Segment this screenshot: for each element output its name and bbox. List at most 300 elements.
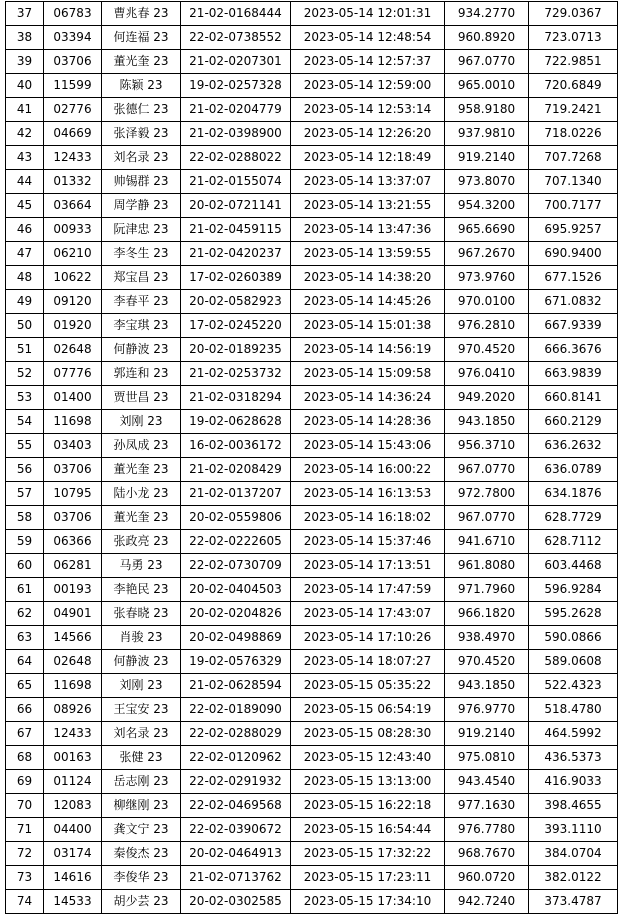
table-row	[6, 554, 618, 578]
name-cell: 周学静 23	[102, 194, 181, 218]
table-row	[6, 842, 618, 866]
table-row	[6, 26, 618, 50]
member-id-cell: 14616	[44, 866, 102, 890]
distance-cell: 937.9810	[445, 122, 529, 146]
member-id-cell: 06783	[44, 2, 102, 26]
ring-number-cell: 22-02-0730709	[181, 554, 291, 578]
ring-number-cell: 21-02-0168444	[181, 2, 291, 26]
rank-cell: 37	[6, 2, 44, 26]
table-row	[6, 98, 618, 122]
ring-number-cell: 22-02-0288029	[181, 722, 291, 746]
arrival-time-cell: 2023-05-15 17:23:11	[291, 866, 445, 890]
distance-cell: 941.6710	[445, 530, 529, 554]
rank-cell: 40	[6, 74, 44, 98]
name-cell: 张健 23	[102, 746, 181, 770]
table-row	[6, 770, 618, 794]
table-row	[6, 218, 618, 242]
table-row	[6, 674, 618, 698]
member-id-cell: 03394	[44, 26, 102, 50]
speed-cell: 590.0866	[529, 626, 618, 650]
member-id-cell: 09120	[44, 290, 102, 314]
ring-number-cell: 21-02-0628594	[181, 674, 291, 698]
name-cell: 孙凤成 23	[102, 434, 181, 458]
ring-number-cell: 20-02-0721141	[181, 194, 291, 218]
member-id-cell: 01920	[44, 314, 102, 338]
rank-cell: 44	[6, 170, 44, 194]
speed-cell: 722.9851	[529, 50, 618, 74]
name-cell: 陈颖 23	[102, 74, 181, 98]
table-row	[6, 194, 618, 218]
arrival-time-cell: 2023-05-14 13:21:55	[291, 194, 445, 218]
rank-cell: 71	[6, 818, 44, 842]
arrival-time-cell: 2023-05-14 12:59:00	[291, 74, 445, 98]
table-row	[6, 266, 618, 290]
table-row	[6, 74, 618, 98]
member-id-cell: 03706	[44, 506, 102, 530]
name-cell: 张泽毅 23	[102, 122, 181, 146]
arrival-time-cell: 2023-05-15 17:34:10	[291, 890, 445, 914]
name-cell: 李宝琪 23	[102, 314, 181, 338]
arrival-time-cell: 2023-05-14 13:47:36	[291, 218, 445, 242]
name-cell: 刘名录 23	[102, 146, 181, 170]
arrival-time-cell: 2023-05-15 17:32:22	[291, 842, 445, 866]
arrival-time-cell: 2023-05-15 08:28:30	[291, 722, 445, 746]
name-cell: 曹兆春 23	[102, 2, 181, 26]
ring-number-cell: 20-02-0498869	[181, 626, 291, 650]
member-id-cell: 06281	[44, 554, 102, 578]
member-id-cell: 00163	[44, 746, 102, 770]
member-id-cell: 01400	[44, 386, 102, 410]
rank-cell: 39	[6, 50, 44, 74]
speed-cell: 677.1526	[529, 266, 618, 290]
speed-cell: 660.8141	[529, 386, 618, 410]
speed-cell: 384.0704	[529, 842, 618, 866]
ring-number-cell: 21-02-0713762	[181, 866, 291, 890]
member-id-cell: 11698	[44, 410, 102, 434]
table-row	[6, 794, 618, 818]
name-cell: 董光奎 23	[102, 506, 181, 530]
distance-cell: 976.7780	[445, 818, 529, 842]
rank-cell: 66	[6, 698, 44, 722]
distance-cell: 977.1630	[445, 794, 529, 818]
table-row	[6, 170, 618, 194]
rank-cell: 48	[6, 266, 44, 290]
ring-number-cell: 20-02-0559806	[181, 506, 291, 530]
distance-cell: 961.8080	[445, 554, 529, 578]
rank-cell: 70	[6, 794, 44, 818]
rank-cell: 60	[6, 554, 44, 578]
arrival-time-cell: 2023-05-14 14:56:19	[291, 338, 445, 362]
rank-cell: 67	[6, 722, 44, 746]
member-id-cell: 03706	[44, 50, 102, 74]
distance-cell: 967.2670	[445, 242, 529, 266]
member-id-cell: 07776	[44, 362, 102, 386]
distance-cell: 943.1850	[445, 674, 529, 698]
results-table	[5, 1, 618, 914]
arrival-time-cell: 2023-05-14 16:13:53	[291, 482, 445, 506]
distance-cell: 960.0720	[445, 866, 529, 890]
name-cell: 何连福 23	[102, 26, 181, 50]
name-cell: 张政亮 23	[102, 530, 181, 554]
ring-number-cell: 20-02-0189235	[181, 338, 291, 362]
member-id-cell: 03706	[44, 458, 102, 482]
rank-cell: 50	[6, 314, 44, 338]
arrival-time-cell: 2023-05-14 17:43:07	[291, 602, 445, 626]
arrival-time-cell: 2023-05-14 12:26:20	[291, 122, 445, 146]
speed-cell: 393.1110	[529, 818, 618, 842]
name-cell: 贾世昌 23	[102, 386, 181, 410]
ring-number-cell: 21-02-0253732	[181, 362, 291, 386]
ring-number-cell: 17-02-0245220	[181, 314, 291, 338]
member-id-cell: 01124	[44, 770, 102, 794]
speed-cell: 589.0608	[529, 650, 618, 674]
speed-cell: 416.9033	[529, 770, 618, 794]
arrival-time-cell: 2023-05-15 13:13:00	[291, 770, 445, 794]
name-cell: 李春平 23	[102, 290, 181, 314]
rank-cell: 56	[6, 458, 44, 482]
member-id-cell: 12433	[44, 722, 102, 746]
ring-number-cell: 22-02-0738552	[181, 26, 291, 50]
rank-cell: 72	[6, 842, 44, 866]
rank-cell: 42	[6, 122, 44, 146]
member-id-cell: 04669	[44, 122, 102, 146]
rank-cell: 54	[6, 410, 44, 434]
table-row	[6, 746, 618, 770]
rank-cell: 64	[6, 650, 44, 674]
speed-cell: 667.9339	[529, 314, 618, 338]
ring-number-cell: 19-02-0257328	[181, 74, 291, 98]
arrival-time-cell: 2023-05-14 14:28:36	[291, 410, 445, 434]
rank-cell: 57	[6, 482, 44, 506]
rank-cell: 62	[6, 602, 44, 626]
rank-cell: 52	[6, 362, 44, 386]
rank-cell: 58	[6, 506, 44, 530]
name-cell: 肖骏 23	[102, 626, 181, 650]
speed-cell: 720.6849	[529, 74, 618, 98]
member-id-cell: 14533	[44, 890, 102, 914]
speed-cell: 628.7112	[529, 530, 618, 554]
member-id-cell: 02648	[44, 338, 102, 362]
distance-cell: 934.2770	[445, 2, 529, 26]
speed-cell: 373.4787	[529, 890, 618, 914]
rank-cell: 73	[6, 866, 44, 890]
name-cell: 柳继刚 23	[102, 794, 181, 818]
ring-number-cell: 22-02-0291932	[181, 770, 291, 794]
ring-number-cell: 21-02-0398900	[181, 122, 291, 146]
table-row	[6, 362, 618, 386]
ring-number-cell: 21-02-0318294	[181, 386, 291, 410]
arrival-time-cell: 2023-05-14 14:38:20	[291, 266, 445, 290]
name-cell: 董光奎 23	[102, 458, 181, 482]
speed-cell: 719.2421	[529, 98, 618, 122]
distance-cell: 919.2140	[445, 146, 529, 170]
name-cell: 何静波 23	[102, 650, 181, 674]
name-cell: 龚文宁 23	[102, 818, 181, 842]
rank-cell: 68	[6, 746, 44, 770]
table-row	[6, 890, 618, 914]
table-row	[6, 722, 618, 746]
ring-number-cell: 20-02-0582923	[181, 290, 291, 314]
member-id-cell: 11698	[44, 674, 102, 698]
distance-cell: 938.4970	[445, 626, 529, 650]
ring-number-cell: 22-02-0288022	[181, 146, 291, 170]
name-cell: 秦俊杰 23	[102, 842, 181, 866]
table-row	[6, 506, 618, 530]
member-id-cell: 04400	[44, 818, 102, 842]
table-row	[6, 386, 618, 410]
rank-cell: 46	[6, 218, 44, 242]
arrival-time-cell: 2023-05-14 12:01:31	[291, 2, 445, 26]
arrival-time-cell: 2023-05-14 12:57:37	[291, 50, 445, 74]
name-cell: 刘刚 23	[102, 410, 181, 434]
table-row	[6, 146, 618, 170]
distance-cell: 967.0770	[445, 50, 529, 74]
speed-cell: 522.4323	[529, 674, 618, 698]
distance-cell: 970.0100	[445, 290, 529, 314]
speed-cell: 636.2632	[529, 434, 618, 458]
arrival-time-cell: 2023-05-14 13:59:55	[291, 242, 445, 266]
speed-cell: 596.9284	[529, 578, 618, 602]
speed-cell: 660.2129	[529, 410, 618, 434]
distance-cell: 976.9770	[445, 698, 529, 722]
name-cell: 李艳民 23	[102, 578, 181, 602]
name-cell: 刘名录 23	[102, 722, 181, 746]
member-id-cell: 12083	[44, 794, 102, 818]
rank-cell: 53	[6, 386, 44, 410]
arrival-time-cell: 2023-05-15 12:43:40	[291, 746, 445, 770]
ring-number-cell: 21-02-0155074	[181, 170, 291, 194]
distance-cell: 970.4520	[445, 338, 529, 362]
arrival-time-cell: 2023-05-14 17:10:26	[291, 626, 445, 650]
name-cell: 郭连和 23	[102, 362, 181, 386]
name-cell: 张春晓 23	[102, 602, 181, 626]
name-cell: 郑宝昌 23	[102, 266, 181, 290]
distance-cell: 972.7800	[445, 482, 529, 506]
distance-cell: 965.0010	[445, 74, 529, 98]
table-row	[6, 698, 618, 722]
arrival-time-cell: 2023-05-14 15:09:58	[291, 362, 445, 386]
distance-cell: 943.4540	[445, 770, 529, 794]
ring-number-cell: 20-02-0204826	[181, 602, 291, 626]
rank-cell: 63	[6, 626, 44, 650]
table-row	[6, 434, 618, 458]
speed-cell: 628.7729	[529, 506, 618, 530]
name-cell: 李冬生 23	[102, 242, 181, 266]
distance-cell: 943.1850	[445, 410, 529, 434]
arrival-time-cell: 2023-05-14 14:45:26	[291, 290, 445, 314]
table-row	[6, 410, 618, 434]
ring-number-cell: 21-02-0137207	[181, 482, 291, 506]
distance-cell: 919.2140	[445, 722, 529, 746]
member-id-cell: 00933	[44, 218, 102, 242]
arrival-time-cell: 2023-05-14 12:48:54	[291, 26, 445, 50]
table-row	[6, 290, 618, 314]
ring-number-cell: 21-02-0204779	[181, 98, 291, 122]
ring-number-cell: 21-02-0459115	[181, 218, 291, 242]
ring-number-cell: 19-02-0576329	[181, 650, 291, 674]
name-cell: 胡少芸 23	[102, 890, 181, 914]
table-row	[6, 482, 618, 506]
arrival-time-cell: 2023-05-14 16:00:22	[291, 458, 445, 482]
speed-cell: 382.0122	[529, 866, 618, 890]
member-id-cell: 11599	[44, 74, 102, 98]
rank-cell: 74	[6, 890, 44, 914]
ring-number-cell: 21-02-0420237	[181, 242, 291, 266]
member-id-cell: 00193	[44, 578, 102, 602]
ring-number-cell: 22-02-0120962	[181, 746, 291, 770]
name-cell: 李俊华 23	[102, 866, 181, 890]
rank-cell: 45	[6, 194, 44, 218]
distance-cell: 967.0770	[445, 506, 529, 530]
rank-cell: 69	[6, 770, 44, 794]
arrival-time-cell: 2023-05-14 16:18:02	[291, 506, 445, 530]
member-id-cell: 10622	[44, 266, 102, 290]
ring-number-cell: 20-02-0302585	[181, 890, 291, 914]
speed-cell: 707.1340	[529, 170, 618, 194]
speed-cell: 666.3676	[529, 338, 618, 362]
rank-cell: 55	[6, 434, 44, 458]
speed-cell: 603.4468	[529, 554, 618, 578]
speed-cell: 518.4780	[529, 698, 618, 722]
ring-number-cell: 22-02-0390672	[181, 818, 291, 842]
arrival-time-cell: 2023-05-14 13:37:07	[291, 170, 445, 194]
distance-cell: 958.9180	[445, 98, 529, 122]
arrival-time-cell: 2023-05-14 18:07:27	[291, 650, 445, 674]
distance-cell: 975.0810	[445, 746, 529, 770]
speed-cell: 707.7268	[529, 146, 618, 170]
ring-number-cell: 21-02-0208429	[181, 458, 291, 482]
member-id-cell: 08926	[44, 698, 102, 722]
arrival-time-cell: 2023-05-14 15:43:06	[291, 434, 445, 458]
table-row	[6, 338, 618, 362]
table-row	[6, 50, 618, 74]
speed-cell: 663.9839	[529, 362, 618, 386]
member-id-cell: 03664	[44, 194, 102, 218]
member-id-cell: 10795	[44, 482, 102, 506]
arrival-time-cell: 2023-05-14 12:53:14	[291, 98, 445, 122]
rank-cell: 41	[6, 98, 44, 122]
arrival-time-cell: 2023-05-15 16:22:18	[291, 794, 445, 818]
table-row	[6, 530, 618, 554]
distance-cell: 968.7670	[445, 842, 529, 866]
name-cell: 何静波 23	[102, 338, 181, 362]
name-cell: 刘刚 23	[102, 674, 181, 698]
member-id-cell: 02776	[44, 98, 102, 122]
distance-cell: 967.0770	[445, 458, 529, 482]
distance-cell: 965.6690	[445, 218, 529, 242]
rank-cell: 49	[6, 290, 44, 314]
arrival-time-cell: 2023-05-14 14:36:24	[291, 386, 445, 410]
speed-cell: 671.0832	[529, 290, 618, 314]
arrival-time-cell: 2023-05-15 05:35:22	[291, 674, 445, 698]
name-cell: 董光奎 23	[102, 50, 181, 74]
arrival-time-cell: 2023-05-14 15:01:38	[291, 314, 445, 338]
speed-cell: 636.0789	[529, 458, 618, 482]
rank-cell: 47	[6, 242, 44, 266]
arrival-time-cell: 2023-05-14 17:47:59	[291, 578, 445, 602]
table-row	[6, 314, 618, 338]
member-id-cell: 04901	[44, 602, 102, 626]
table-row	[6, 626, 618, 650]
table-row	[6, 650, 618, 674]
member-id-cell: 06210	[44, 242, 102, 266]
speed-cell: 398.4655	[529, 794, 618, 818]
distance-cell: 954.3200	[445, 194, 529, 218]
table-row	[6, 2, 618, 26]
arrival-time-cell: 2023-05-15 16:54:44	[291, 818, 445, 842]
rank-cell: 51	[6, 338, 44, 362]
rank-cell: 38	[6, 26, 44, 50]
distance-cell: 976.2810	[445, 314, 529, 338]
ring-number-cell: 22-02-0189090	[181, 698, 291, 722]
member-id-cell: 03403	[44, 434, 102, 458]
member-id-cell: 02648	[44, 650, 102, 674]
ring-number-cell: 17-02-0260389	[181, 266, 291, 290]
ring-number-cell: 20-02-0404503	[181, 578, 291, 602]
speed-cell: 695.9257	[529, 218, 618, 242]
arrival-time-cell: 2023-05-14 17:13:51	[291, 554, 445, 578]
speed-cell: 595.2628	[529, 602, 618, 626]
speed-cell: 700.7177	[529, 194, 618, 218]
ring-number-cell: 20-02-0464913	[181, 842, 291, 866]
ring-number-cell: 22-02-0469568	[181, 794, 291, 818]
arrival-time-cell: 2023-05-15 06:54:19	[291, 698, 445, 722]
ring-number-cell: 22-02-0222605	[181, 530, 291, 554]
name-cell: 阮津忠 23	[102, 218, 181, 242]
arrival-time-cell: 2023-05-14 15:37:46	[291, 530, 445, 554]
member-id-cell: 01332	[44, 170, 102, 194]
speed-cell: 436.5373	[529, 746, 618, 770]
distance-cell: 976.0410	[445, 362, 529, 386]
results-table-body	[6, 2, 618, 914]
speed-cell: 634.1876	[529, 482, 618, 506]
member-id-cell: 06366	[44, 530, 102, 554]
speed-cell: 718.0226	[529, 122, 618, 146]
speed-cell: 690.9400	[529, 242, 618, 266]
rank-cell: 43	[6, 146, 44, 170]
rank-cell: 61	[6, 578, 44, 602]
name-cell: 张德仁 23	[102, 98, 181, 122]
distance-cell: 949.2020	[445, 386, 529, 410]
name-cell: 马勇 23	[102, 554, 181, 578]
table-row	[6, 818, 618, 842]
speed-cell: 723.0713	[529, 26, 618, 50]
name-cell: 帅锡群 23	[102, 170, 181, 194]
name-cell: 岳志刚 23	[102, 770, 181, 794]
ring-number-cell: 19-02-0628628	[181, 410, 291, 434]
speed-cell: 464.5992	[529, 722, 618, 746]
member-id-cell: 03174	[44, 842, 102, 866]
distance-cell: 973.9760	[445, 266, 529, 290]
table-row	[6, 602, 618, 626]
name-cell: 陆小龙 23	[102, 482, 181, 506]
distance-cell: 966.1820	[445, 602, 529, 626]
rank-cell: 59	[6, 530, 44, 554]
distance-cell: 973.8070	[445, 170, 529, 194]
distance-cell: 942.7240	[445, 890, 529, 914]
speed-cell: 729.0367	[529, 2, 618, 26]
distance-cell: 960.8920	[445, 26, 529, 50]
distance-cell: 971.7960	[445, 578, 529, 602]
table-row	[6, 458, 618, 482]
distance-cell: 956.3710	[445, 434, 529, 458]
ring-number-cell: 16-02-0036172	[181, 434, 291, 458]
table-row	[6, 242, 618, 266]
ring-number-cell: 21-02-0207301	[181, 50, 291, 74]
table-row	[6, 122, 618, 146]
arrival-time-cell: 2023-05-14 12:18:49	[291, 146, 445, 170]
table-row	[6, 578, 618, 602]
